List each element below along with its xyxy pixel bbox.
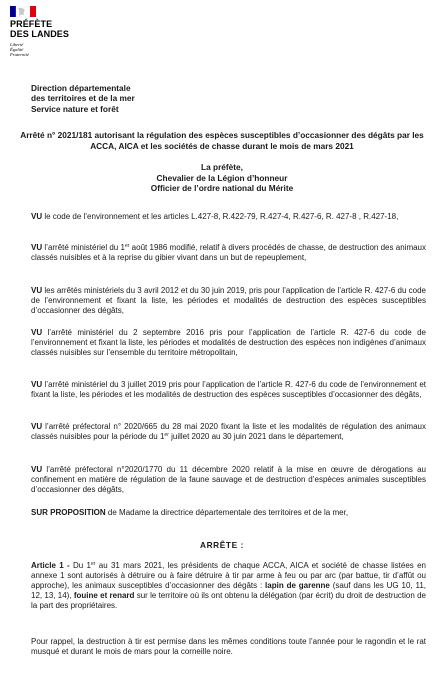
vu-label: VU	[31, 380, 43, 389]
marianne-icon	[10, 6, 36, 17]
article1-text-3: sur le territoire où ils ont obtenu la délégation (par écrit) du droit de destruction de la part des propriétaires.	[31, 591, 426, 611]
vu-text: le code de l’environnement et les articles L.427-8, R.422-79, R.427-4, R.427-6, R. 427-8 , R.427-18,	[44, 212, 399, 221]
republic-motto	[10, 42, 100, 58]
vu-text: l’arrêté préfectoral n° 2020/665 du 28 mai 2020 fixant la liste et les modalités de régulation des animaux classés nuisibles pour la période du 1er juillet 2020 au 30 juin 2021 dans le département,	[31, 422, 426, 442]
motto-fraternite: Fraternité	[10, 52, 29, 58]
vu-paragraph	[31, 465, 426, 495]
motto-liberte: Liberté	[10, 42, 24, 47]
proposition-label: SUR PROPOSITION	[31, 508, 106, 517]
vu-label: VU	[31, 422, 43, 431]
prefecture-name-line1: PRÉFÈTE	[10, 19, 53, 29]
issuing-direction	[31, 83, 251, 114]
prefet-honour-2: Officier de l’ordre national du Mérite	[150, 183, 294, 193]
proposition-text: de Madame la directrice départementale des territoires et de la mer,	[107, 508, 349, 517]
vu-label: VU	[31, 465, 43, 474]
vu-label: VU	[31, 243, 43, 252]
prefecture-logo	[10, 6, 100, 58]
vu-paragraph	[31, 422, 426, 442]
vu-paragraph	[31, 212, 426, 222]
prefet-honour-1: Chevalier de la Légion d’honneur	[156, 172, 288, 183]
prefet-block	[20, 162, 424, 194]
motto-egalite: Égalité	[10, 47, 24, 53]
article1-species-rabbit: lapin de garenne	[265, 581, 330, 591]
vu-paragraph	[31, 286, 426, 316]
article1-text: Du 1er au 31 mars 2021, les présidents de chaque ACCA, AICA et société de chasse listées en annexe 1 sont autorisés à détruire ou à faire détruire à tir par arme à feu ou par arc (par battue, tir d’affût ou approche), les animaux susceptibles d’occasionner des dégâts :	[31, 561, 426, 591]
article1-label: Article 1 -	[31, 561, 70, 570]
vu-paragraph	[31, 328, 426, 358]
proposition-paragraph	[31, 508, 426, 518]
prefecture-name	[10, 20, 100, 39]
direction-line2: des territoires et de la mer	[31, 93, 135, 104]
vu-label: VU	[31, 212, 43, 221]
arrete-heading: ARRÊTE :	[200, 540, 244, 550]
vu-text: l’arrêté préfectoral n°2020/1770 du 11 décembre 2020 relatif à la mise en œuvre de dérogations au confinement en matière de régulation de la faune sauvage et de destruction d’espèces animales susceptibles d’occasionner des dégâts,	[31, 465, 426, 495]
prefet-title: La préfète,	[201, 162, 243, 172]
arrete-title: Arrêté n° 2021/181 autorisant la régulation des espèces susceptibles d’occasionner des dégâts par les ACCA, AICA et les sociétés de chasse durant le mois de mars 2021	[20, 130, 424, 151]
vu-paragraph	[31, 380, 426, 400]
vu-text: l’arrêté ministériel du 2 septembre 2016 pris pour l’application de l’article R. 427-6 du code de l’environnement et fixant la liste, les périodes et modalités de destruction des espèces non indigènes d’animaux classés nuisibles sur l’ensemble du territoire métropolitain,	[31, 328, 426, 358]
reminder-paragraph: Pour rappel, la destruction à tir est permise dans les mêmes conditions toute l’année pour le ragondin et le rat musqué et durant le mois de mars pour la corneille noire.	[31, 637, 426, 657]
vu-label: VU	[31, 328, 43, 337]
prefecture-name-line2: DES LANDES	[10, 28, 70, 39]
vu-label: VU	[31, 286, 43, 295]
vu-text: les arrêtés ministériels du 3 avril 2012 et du 30 juin 2019, pris pour l’application de l’article R. 427-6 du code de l’environnement et fixant la liste, les périodes et modalités de destruction des espèces susceptibles d’occasionner des dégâts,	[31, 286, 426, 316]
article1-text-2: (sauf dans les UG 10, 11, 12, 13, 14),	[31, 581, 426, 601]
article-1	[31, 561, 426, 611]
article1-species-fox-marten: fouine et renard	[73, 591, 135, 601]
vu-paragraph	[31, 243, 426, 263]
vu-text: l’arrêté ministériel du 3 juillet 2019 pris pour l’application de l’article R. 427-6 du code de l’environnement et fixant la liste, les périodes et les modalités de destruction des espèces susceptibles d’occasionner des dégâts,	[31, 380, 427, 400]
vu-text: l’arrêté ministériel du 1er août 1986 modifié, relatif à divers procédés de chasse, de destruction des animaux classés nuisibles et à la reprise du gibier vivant dans un but de repeuplement,	[31, 243, 426, 263]
direction-line1: Direction départementale	[31, 83, 131, 93]
direction-line3: Service nature et forêt	[31, 103, 119, 114]
